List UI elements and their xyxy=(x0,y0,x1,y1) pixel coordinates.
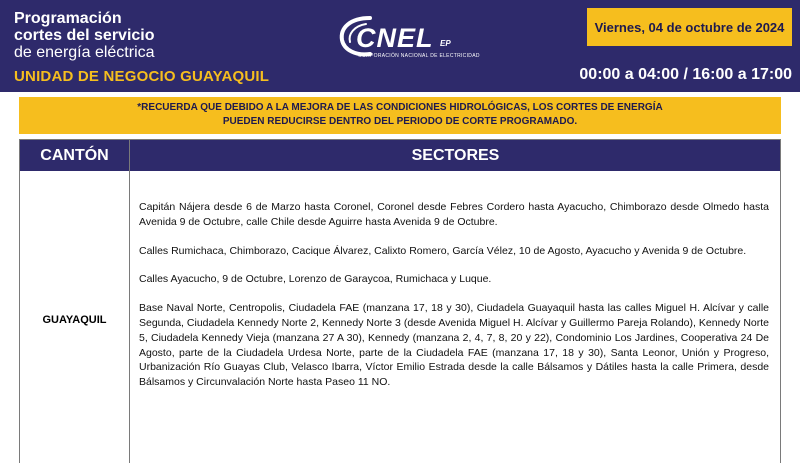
sector-paragraph: Base Naval Norte, Centropolis, Ciudadela FAE (manzana 17, 18 y 30), Ciudadela Guayaquil hasta las calles Miguel H. Alcívar y calle Segunda, Ciudadela Kennedy Norte 2, Kennedy Norte 3 (desde Avenida Miguel H. Alcívar y Guillermo Pareja Rolando), Kennedy Norte 5, Ciudadela Kennedy Vieja (manzana 27 A 30), Kennedy (manzana 2, 4, 7, 8, 20 y 22), Condominio Los Jardines, Cooperativa 24 De Agosto, parte de la Ciudadela Urdesa Norte, parte de la Ciudadela FAE (manzana 17, 18 y 30), Santa Leonor, Unión y Progreso, Urbanización Río Guayas Club, Velasco Ibarra, Víctor Emilio Estrada desde la calle Bálsamos y Dátiles hasta la calle Primera, desde Bálsamos y Circunvalación Norte hasta Paseo 11 NO. xyxy=(139,302,769,389)
logo-wordmark: CNEL xyxy=(356,23,434,53)
title-line-3: de energía eléctrica xyxy=(14,44,155,61)
hydrology-notice xyxy=(19,97,781,134)
notice-line-1: *RECUERDA QUE DEBIDO A LA MEJORA DE LAS CONDICIONES HIDROLÓGICAS, LOS CORTES DE ENERGÍA xyxy=(137,102,663,113)
sectors-cell xyxy=(139,200,769,404)
notice-line-2: PUEDEN REDUCIRSE DENTRO DEL PERIODO DE CORTE PROGRAMADO. xyxy=(222,116,578,127)
date-badge: Viernes, 04 de octubre de 2024 xyxy=(587,8,792,46)
sector-paragraph: Calles Rumichaca, Chimborazo, Cacique Álvarez, Calixto Romero, García Vélez, 10 de Agosto, Ayacucho y Avenida 9 de Octubre. xyxy=(139,244,747,257)
sector-paragraph: Capitán Nájera desde 6 de Marzo hasta Coronel, Coronel desde Febres Cordero hasta Ayacucho, Chimborazo desde Olmedo hasta Avenida 9 de Octubre, calle Chile desde Aguirre hasta Avenida 9 de Octubre. xyxy=(139,201,769,228)
table-header xyxy=(20,140,780,171)
title-line-1: Programación xyxy=(14,10,122,27)
canton-cell: GUAYAQUIL xyxy=(20,171,130,463)
schedule-time: 00:00 a 04:00 / 16:00 a 17:00 xyxy=(579,66,792,83)
logo-subtitle: CORPORACIÓN NACIONAL DE ELECTRICIDAD xyxy=(358,53,480,59)
sector-paragraph: Calles Ayacucho, 9 de Octubre, Lorenzo de Garaycoa, Rumichaca y Luque. xyxy=(139,273,492,286)
column-header-sectors: SECTORES xyxy=(411,146,500,164)
title-line-2: cortes del servicio xyxy=(14,27,155,44)
outage-table xyxy=(19,139,781,463)
column-header-canton: CANTÓN xyxy=(20,140,130,171)
logo-ep: EP xyxy=(440,39,451,48)
business-unit-label: UNIDAD DE NEGOCIO GUAYAQUIL xyxy=(14,68,270,85)
title-block xyxy=(14,10,155,61)
header-banner xyxy=(0,0,800,92)
cnel-logo xyxy=(336,14,480,64)
